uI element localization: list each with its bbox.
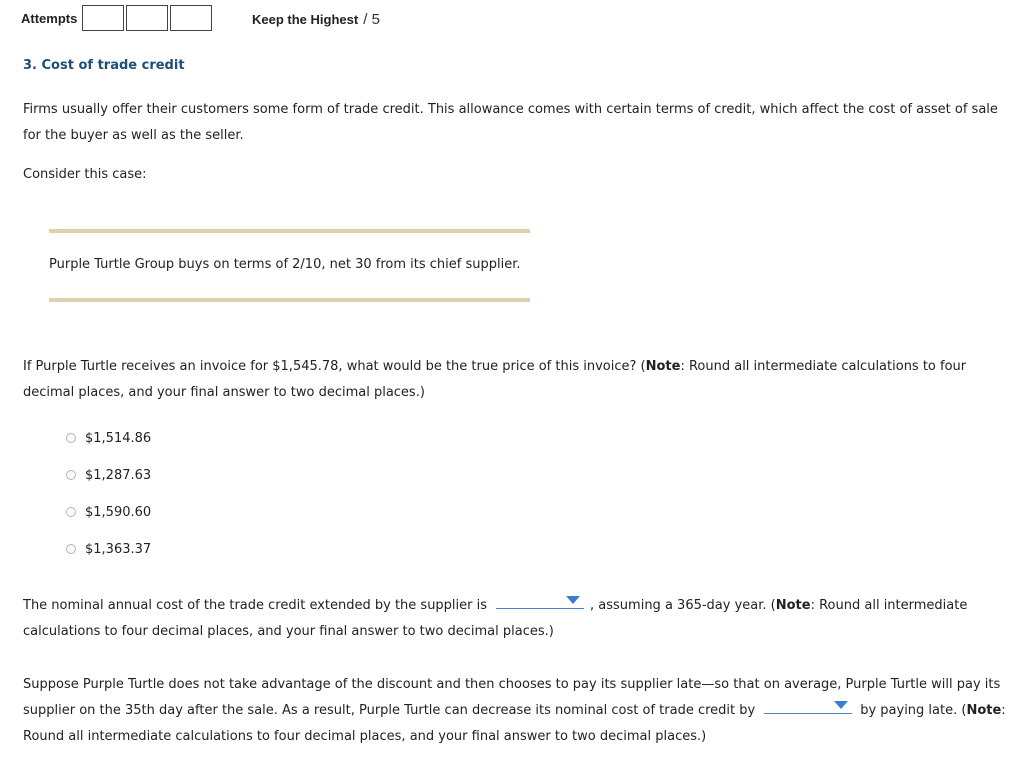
chevron-down-icon [834, 701, 848, 709]
radio-button[interactable] [66, 507, 76, 517]
q3-text-b: by paying late. ( [860, 703, 967, 718]
chevron-down-icon [566, 596, 580, 604]
q3-line-1: Suppose Purple Turtle does not take advantage of the discount and then chooses to pay its supplier late—so that on average, Purple Turtle will pay its [23, 677, 1001, 692]
intro-line-1: Firms usually offer their customers some form of trade credit. This allowance comes with certain terms of credit, which affect the cost of asset of sale [23, 102, 998, 117]
q2-text-a: The nominal annual cost of the trade credit extended by the supplier is [23, 598, 488, 613]
option-label: $1,590.60 [85, 504, 152, 520]
q2-line-2: calculations to four decimal places, and your final answer to two decimal places.) [23, 624, 554, 639]
option-label: $1,514.86 [85, 430, 152, 446]
radio-button[interactable] [66, 433, 76, 443]
q1-prompt [23, 354, 1018, 406]
keep-highest [252, 9, 380, 28]
option-2[interactable] [66, 465, 151, 485]
radio-button[interactable] [66, 544, 76, 554]
q2-line-1 [23, 593, 1018, 619]
q2-text-b: , assuming a 365-day year. ( [590, 598, 776, 613]
q1-note: Note [645, 359, 681, 374]
case-top-rule [49, 229, 530, 233]
case-text: Purple Turtle Group buys on terms of 2/10, net 30 from its chief supplier. [49, 257, 521, 272]
case-bottom-rule [49, 298, 530, 302]
intro-line-2: for the buyer as well as the seller. [23, 128, 244, 143]
q2-note: Note [775, 598, 811, 613]
attempts-label: Attempts [21, 11, 78, 26]
option-4[interactable] [66, 539, 151, 559]
intro-paragraph [23, 97, 1018, 149]
q3-text-c: : [1001, 703, 1006, 718]
option-label: $1,363.37 [85, 541, 152, 557]
q3-note: Note [966, 703, 1002, 718]
keep-highest-label: Keep the Highest [252, 12, 359, 27]
attempt-box-1 [82, 5, 124, 31]
q3-line-2 [23, 698, 1023, 724]
consider-text: Consider this case: [23, 167, 147, 182]
option-1[interactable] [66, 428, 151, 448]
option-3[interactable] [66, 502, 151, 522]
q2-prompt [23, 593, 1018, 645]
max-attempts: / 5 [363, 11, 380, 28]
q3-line-3: Round all intermediate calculations to four decimal places, and your final answer to two decimal places.) [23, 729, 707, 744]
q3-text-a: supplier on the 35th day after the sale. As a result, Purple Turtle can decrease its nominal cost of trade credit by [23, 703, 756, 718]
cost-decrease-dropdown[interactable] [764, 699, 852, 714]
q2-text-c: : Round all intermediate [810, 598, 968, 613]
nominal-cost-dropdown[interactable] [496, 594, 584, 609]
attempt-box-2 [126, 5, 168, 31]
radio-button[interactable] [66, 470, 76, 480]
q3-prompt [23, 672, 1023, 750]
q1-text-a: If Purple Turtle receives an invoice for $1,545.78, what would be the true price of this invoice? ( [23, 359, 646, 374]
q1-text-b: : Round all intermediate calculations to four [680, 359, 967, 374]
q1-line-2: decimal places, and your final answer to two decimal places.) [23, 385, 425, 400]
question-title: 3. Cost of trade credit [23, 58, 185, 73]
option-label: $1,287.63 [85, 467, 152, 483]
attempt-box-3 [170, 5, 212, 31]
q1-line-1 [23, 354, 1018, 380]
